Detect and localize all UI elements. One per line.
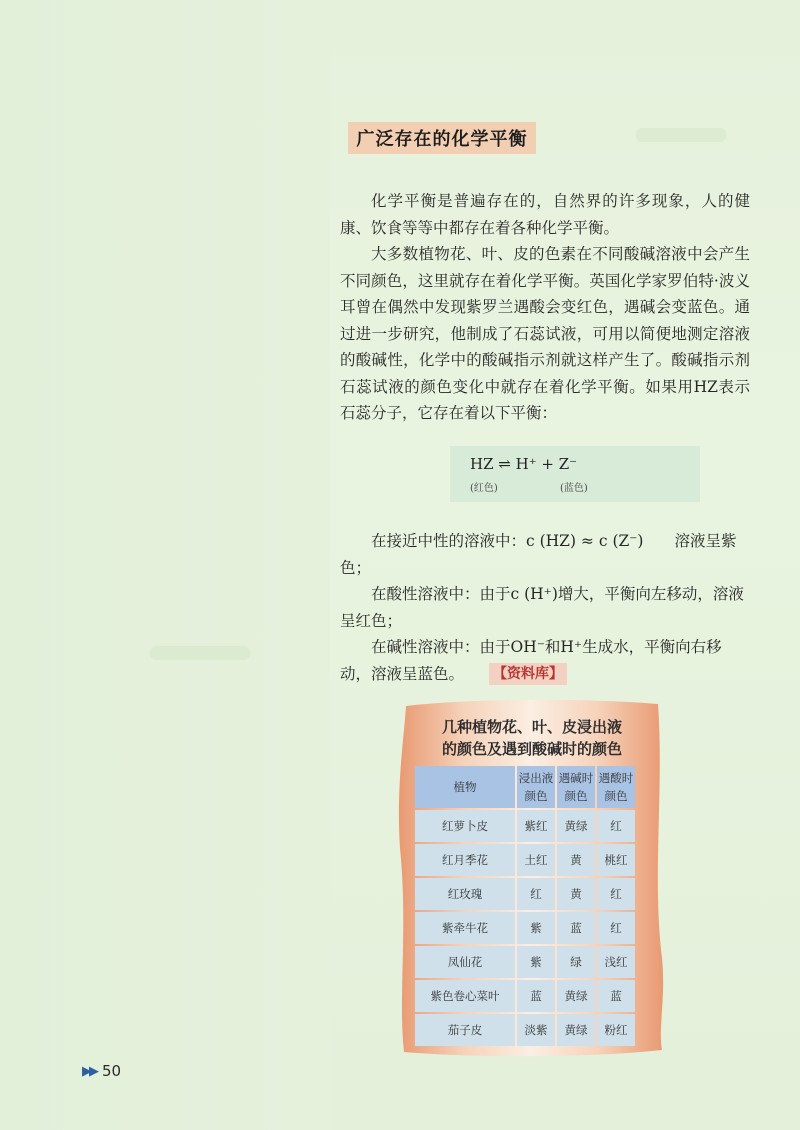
page-footer <box>82 1062 121 1080</box>
table-row <box>415 810 635 842</box>
table-cell: 绿 <box>557 946 595 978</box>
plant-color-table <box>413 764 637 1048</box>
table-cell: 紫 <box>517 946 555 978</box>
table-cell: 红萝卜皮 <box>415 810 515 842</box>
header-cell: 遇碱时颜色 <box>557 766 595 808</box>
table-cell: 黄 <box>557 844 595 876</box>
table-cell: 土红 <box>517 844 555 876</box>
bleed-through-mark <box>636 128 726 142</box>
paragraph: 大多数植物花、叶、皮的色素在不同酸碱溶液中会产生不同颜色，这里就存在着化学平衡。英国化学家罗伯特·波义耳曾在偶然中发现紫罗兰遇酸会变红色，遇碱会变蓝色。通过进一步研究，他制成了石蕊试液，可用以简便地测定溶液的酸碱性，化学中的酸碱指示剂就这样产生了。酸碱指示剂石蕊试液的颜色变化中就存在着化学平衡。如果用HZ表示石蕊分子，它存在着以下平衡： <box>340 245 750 422</box>
table-cell: 紫红 <box>517 810 555 842</box>
table-cell: 紫 <box>517 912 555 944</box>
body-text <box>340 188 750 427</box>
table-row <box>415 1014 635 1046</box>
table-title-line: 的颜色及遇到酸碱时的颜色 <box>441 740 622 758</box>
table-cell: 红 <box>517 878 555 910</box>
table-cell: 红 <box>597 912 635 944</box>
table-row <box>415 844 635 876</box>
table-cell: 紫色卷心菜叶 <box>415 980 515 1012</box>
resource-label: 【资料库】 <box>489 663 567 685</box>
table-cell: 蓝 <box>597 980 635 1012</box>
table-cell: 紫牵牛花 <box>415 912 515 944</box>
table-cell: 黄绿 <box>557 980 595 1012</box>
table-header-row <box>415 766 635 808</box>
table-cell: 蓝 <box>517 980 555 1012</box>
table-cell: 红月季花 <box>415 844 515 876</box>
condition-line: 在接近中性的溶液中：c (HZ) ≈ c (Z⁻) 溶液呈紫色； <box>340 532 737 577</box>
page-number: 50 <box>102 1062 122 1080</box>
resource-scroll-panel <box>396 698 668 1058</box>
condition-line: 在碱性溶液中：由于OH⁻和H⁺生成水，平衡向右移动，溶液呈蓝色。 <box>340 638 722 683</box>
table-cell: 淡紫 <box>517 1014 555 1046</box>
table-row <box>415 980 635 1012</box>
table-cell: 红 <box>597 878 635 910</box>
table-cell: 红 <box>597 810 635 842</box>
table-row <box>415 912 635 944</box>
table-cell: 红玫瑰 <box>415 878 515 910</box>
header-cell: 浸出液颜色 <box>517 766 555 808</box>
table-row <box>415 878 635 910</box>
table-cell: 粉红 <box>597 1014 635 1046</box>
table-cell: 蓝 <box>557 912 595 944</box>
condition-line: 在酸性溶液中：由于c (H⁺)增大，平衡向左移动，溶液呈红色； <box>340 585 744 630</box>
table-title-line: 几种植物花、叶、皮浸出液 <box>441 718 622 736</box>
table-cell: 浅红 <box>597 946 635 978</box>
table-cell: 黄 <box>557 878 595 910</box>
table-title <box>396 716 668 760</box>
table-cell: 桃红 <box>597 844 635 876</box>
equation-left-note: (红色) <box>470 483 498 494</box>
bleed-through-mark <box>150 646 250 660</box>
equation-box <box>450 446 700 502</box>
equation-right-note: (蓝色) <box>560 483 588 494</box>
header-cell: 植物 <box>415 766 515 808</box>
section-title: 广泛存在的化学平衡 <box>348 122 536 154</box>
table-cell: 黄绿 <box>557 810 595 842</box>
double-arrow-icon: ▶▶ <box>82 1063 96 1079</box>
paragraph: 化学平衡是普遍存在的，自然界的许多现象，人的健康、饮食等等中都存在着各种化学平衡。 <box>340 192 750 237</box>
header-cell: 遇酸时颜色 <box>597 766 635 808</box>
table-cell: 茄子皮 <box>415 1014 515 1046</box>
equation: HZ ⇌ H⁺ + Z⁻ <box>470 455 578 473</box>
table-cell: 凤仙花 <box>415 946 515 978</box>
table-row <box>415 946 635 978</box>
table-cell: 黄绿 <box>557 1014 595 1046</box>
left-margin-area <box>0 0 330 1130</box>
